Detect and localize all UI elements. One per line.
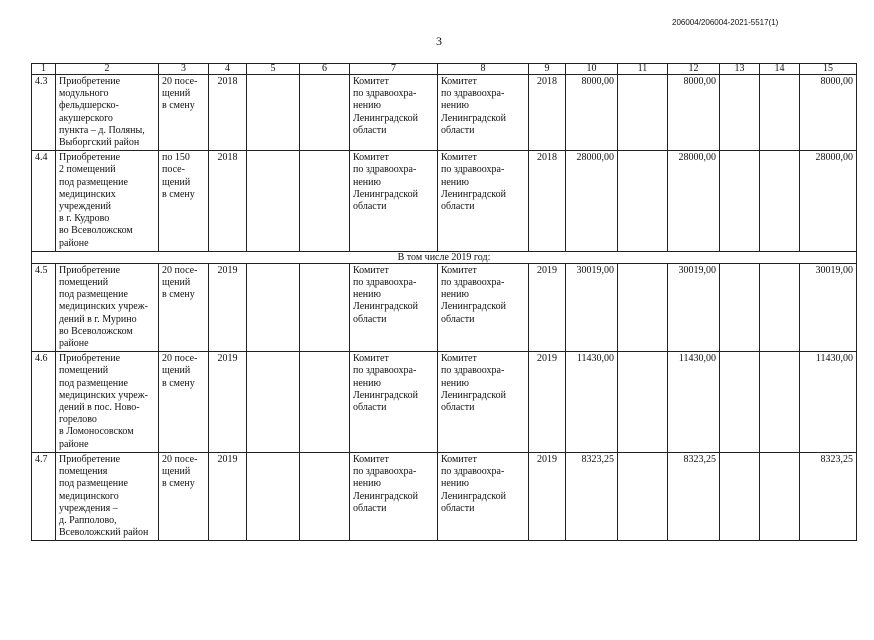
cell-col14 xyxy=(760,352,800,453)
item-developer: Комитет по здравоохра- нению Ленинградской области xyxy=(438,263,529,351)
amount-col15: 8000,00 xyxy=(800,75,857,151)
section-row xyxy=(32,251,857,263)
cell-col11 xyxy=(618,263,668,351)
cell-col13 xyxy=(720,352,760,453)
amount-col15: 8323,25 xyxy=(800,452,857,540)
amount-col12: 11430,00 xyxy=(668,352,720,453)
item-developer: Комитет по здравоохра- нению Ленинградской области xyxy=(438,75,529,151)
cell-col11 xyxy=(618,75,668,151)
cell-col13 xyxy=(720,263,760,351)
item-customer: Комитет по здравоохра- нению Ленинградской области xyxy=(350,352,438,453)
cell-col6 xyxy=(300,151,350,252)
cell-col6 xyxy=(300,263,350,351)
column-number: 3 xyxy=(159,64,209,75)
column-number: 7 xyxy=(350,64,438,75)
cell-col14 xyxy=(760,263,800,351)
item-name: Приобретение помещения под размещение медицинского учреждения – д. Рапполово, Всеволожский район xyxy=(56,452,159,540)
cell-col6 xyxy=(300,352,350,453)
item-capacity: 20 посе- щений в смену xyxy=(159,263,209,351)
amount-col10: 30019,00 xyxy=(566,263,618,351)
amount-col10: 28000,00 xyxy=(566,151,618,252)
column-number: 2 xyxy=(56,64,159,75)
item-capacity: 20 посе- щений в смену xyxy=(159,352,209,453)
item-customer: Комитет по здравоохра- нению Ленинградской области xyxy=(350,75,438,151)
cell-col14 xyxy=(760,151,800,252)
column-number: 1 xyxy=(32,64,56,75)
document-id: 206004/206004-2021-5517(1) xyxy=(672,18,779,27)
item-year-col9: 2018 xyxy=(529,151,566,252)
item-name: Приобретение помещений под размещение медицинских учреж- дений в г. Мурино во Всеволожском районе xyxy=(56,263,159,351)
cell-col13 xyxy=(720,75,760,151)
table-row xyxy=(32,452,857,540)
amount-col10: 11430,00 xyxy=(566,352,618,453)
cell-col14 xyxy=(760,452,800,540)
amount-col15: 30019,00 xyxy=(800,263,857,351)
item-number: 4.5 xyxy=(32,263,56,351)
cell-col5 xyxy=(247,75,300,151)
item-capacity: 20 посе- щений в смену xyxy=(159,75,209,151)
amount-col15: 28000,00 xyxy=(800,151,857,252)
item-capacity: по 150 посе- щений в смену xyxy=(159,151,209,252)
item-capacity: 20 посе- щений в смену xyxy=(159,452,209,540)
amount-col12: 8323,25 xyxy=(668,452,720,540)
column-number: 14 xyxy=(760,64,800,75)
amount-col10: 8323,25 xyxy=(566,452,618,540)
cell-col5 xyxy=(247,452,300,540)
column-number: 6 xyxy=(300,64,350,75)
table-row xyxy=(32,263,857,351)
table-row xyxy=(32,75,857,151)
cell-col11 xyxy=(618,452,668,540)
item-developer: Комитет по здравоохра- нению Ленинградской области xyxy=(438,352,529,453)
cell-col13 xyxy=(720,151,760,252)
cell-col5 xyxy=(247,151,300,252)
cell-col11 xyxy=(618,151,668,252)
item-year: 2019 xyxy=(209,352,247,453)
item-number: 4.4 xyxy=(32,151,56,252)
column-number: 10 xyxy=(566,64,618,75)
cell-col13 xyxy=(720,452,760,540)
item-developer: Комитет по здравоохра- нению Ленинградской области xyxy=(438,452,529,540)
program-table xyxy=(31,63,857,541)
cell-col11 xyxy=(618,352,668,453)
cell-col6 xyxy=(300,75,350,151)
column-number: 11 xyxy=(618,64,668,75)
item-year-col9: 2019 xyxy=(529,352,566,453)
column-number: 13 xyxy=(720,64,760,75)
column-number: 8 xyxy=(438,64,529,75)
cell-col5 xyxy=(247,263,300,351)
item-customer: Комитет по здравоохра- нению Ленинградской области xyxy=(350,151,438,252)
cell-col5 xyxy=(247,352,300,453)
amount-col10: 8000,00 xyxy=(566,75,618,151)
item-year-col9: 2018 xyxy=(529,75,566,151)
column-number-row xyxy=(32,64,857,75)
table-row xyxy=(32,352,857,453)
amount-col12: 8000,00 xyxy=(668,75,720,151)
item-year: 2018 xyxy=(209,75,247,151)
cell-col14 xyxy=(760,75,800,151)
amount-col12: 30019,00 xyxy=(668,263,720,351)
item-customer: Комитет по здравоохра- нению Ленинградской области xyxy=(350,452,438,540)
column-number: 9 xyxy=(529,64,566,75)
item-year: 2018 xyxy=(209,151,247,252)
section-label: В том числе 2019 год: xyxy=(32,251,857,263)
item-developer: Комитет по здравоохра- нению Ленинградской области xyxy=(438,151,529,252)
column-number: 4 xyxy=(209,64,247,75)
item-year-col9: 2019 xyxy=(529,263,566,351)
table-row xyxy=(32,151,857,252)
column-number: 5 xyxy=(247,64,300,75)
item-year-col9: 2019 xyxy=(529,452,566,540)
item-name: Приобретение модульного фельдшерско- акушерского пункта – д. Поляны, Выборгский район xyxy=(56,75,159,151)
amount-col15: 11430,00 xyxy=(800,352,857,453)
cell-col6 xyxy=(300,452,350,540)
column-number: 15 xyxy=(800,64,857,75)
item-number: 4.3 xyxy=(32,75,56,151)
item-number: 4.7 xyxy=(32,452,56,540)
item-year: 2019 xyxy=(209,452,247,540)
item-name: Приобретение помещений под размещение медицинских учреж- дений в пос. Ново- горелово в Ломоносовском районе xyxy=(56,352,159,453)
item-year: 2019 xyxy=(209,263,247,351)
item-name: Приобретение 2 помещений под размещение медицинских учреждений в г. Кудрово во Всеволожском районе xyxy=(56,151,159,252)
amount-col12: 28000,00 xyxy=(668,151,720,252)
page-number: 3 xyxy=(436,34,442,48)
item-customer: Комитет по здравоохра- нению Ленинградской области xyxy=(350,263,438,351)
item-number: 4.6 xyxy=(32,352,56,453)
column-number: 12 xyxy=(668,64,720,75)
